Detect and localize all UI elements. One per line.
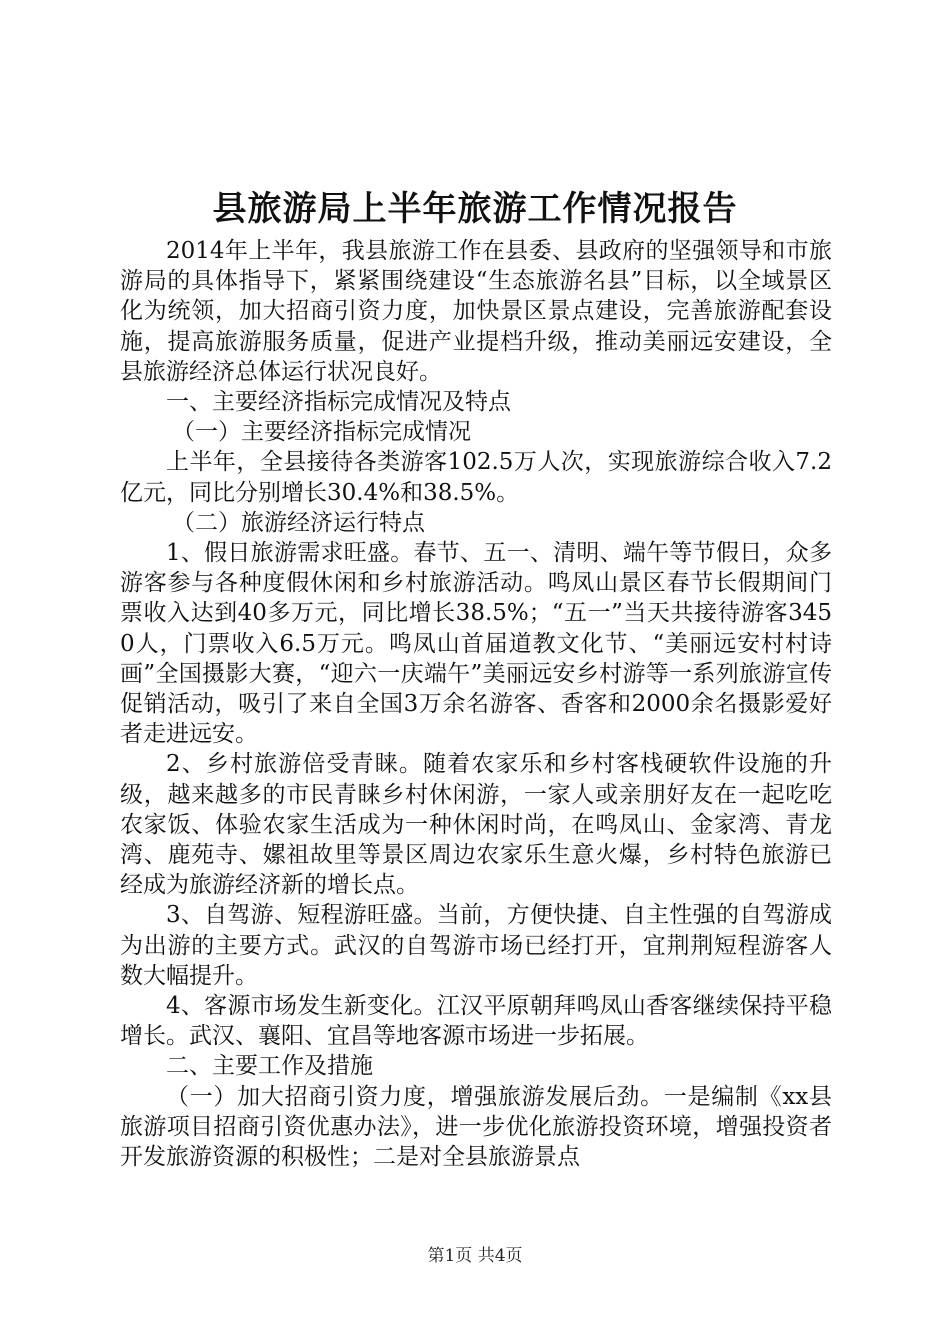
feature-paragraph-3: 3、自驾游、短程游旺盛。当前，方便快捷、自主性强的自驾游成为出游的主要方式。武汉的自驾游市场已经打开，宜荆荆短程游客人数大幅提升。 [120,902,832,989]
section-heading-2: 二、主要工作及措施 [166,1053,373,1080]
subsection-heading-1: （一）主要经济指标完成情况 [172,419,471,446]
feature-paragraph-1: 1、假日旅游需求旺盛。春节、五一、清明、端午等节假日，众多游客参与各种度假休闲和乡村旅游活动。鸣凤山景区春节长假期间门票收入达到40多万元，同比增长38.5%；“五一”当天共接待游客3450人，门票收入6.5万元。鸣凤山首届道教文化节、“美丽远安村村诗画”全国摄影大赛，“迎六一庆端午”美丽远安乡村游等一系列旅游宣传促销活动，吸引了来自全国3万余名游客、香客和2000余名摄影爱好者走进远安。 [120,540,832,748]
measures-paragraph-1: （一）加大招商引资力度，增强旅游发展后劲。一是编制《xx县旅游项目招商引资优惠办法》，进一步优化旅游投资环境，增强投资者开发旅游资源的积极性；二是对全县旅游景点 [120,1083,832,1171]
intro-paragraph: 2014年上半年，我县旅游工作在县委、县政府的坚强领导和市旅游局的具体指导下，紧紧围绕建设“生态旅游名县”目标，以全域景区化为统领，加大招商引资力度，加快景区景点建设，完善旅游配套设施，提高旅游服务质量，促进产业提档升级，推动美丽远安建设，全县旅游经济总体运行状况良好。 [120,238,832,385]
summary-paragraph: 上半年，全县接待各类游客102.5万人次，实现旅游综合收入7.2亿元，同比分别增长30.4%和38.5%。 [120,449,832,506]
feature-paragraph-4: 4、客源市场发生新变化。江汉平原朝拜鸣凤山香客继续保持平稳增长。武汉、襄阳、宜昌等地客源市场进一步拓展。 [120,993,832,1050]
document-body [120,236,832,1172]
section-heading-1: 一、主要经济指标完成情况及特点 [166,389,511,416]
page-footer: 第1页 共4页 [427,1246,523,1266]
document-title: 县旅游局上半年旅游工作情况报告 [212,189,738,229]
subsection-heading-2: （二）旅游经济运行特点 [172,509,425,536]
feature-paragraph-2: 2、乡村旅游倍受青睐。随着农家乐和乡村客栈硬软件设施的升级，越来越多的市民青睐乡村休闲游，一家人或亲朋好友在一起吃吃农家饭、体验农家生活成为一种休闲时尚，在鸣凤山、金家湾、青龙湾、鹿苑寺、嫘祖故里等景区周边农家乐生意火爆，乡村特色旅游已经成为旅游经济新的增长点。 [120,751,832,899]
